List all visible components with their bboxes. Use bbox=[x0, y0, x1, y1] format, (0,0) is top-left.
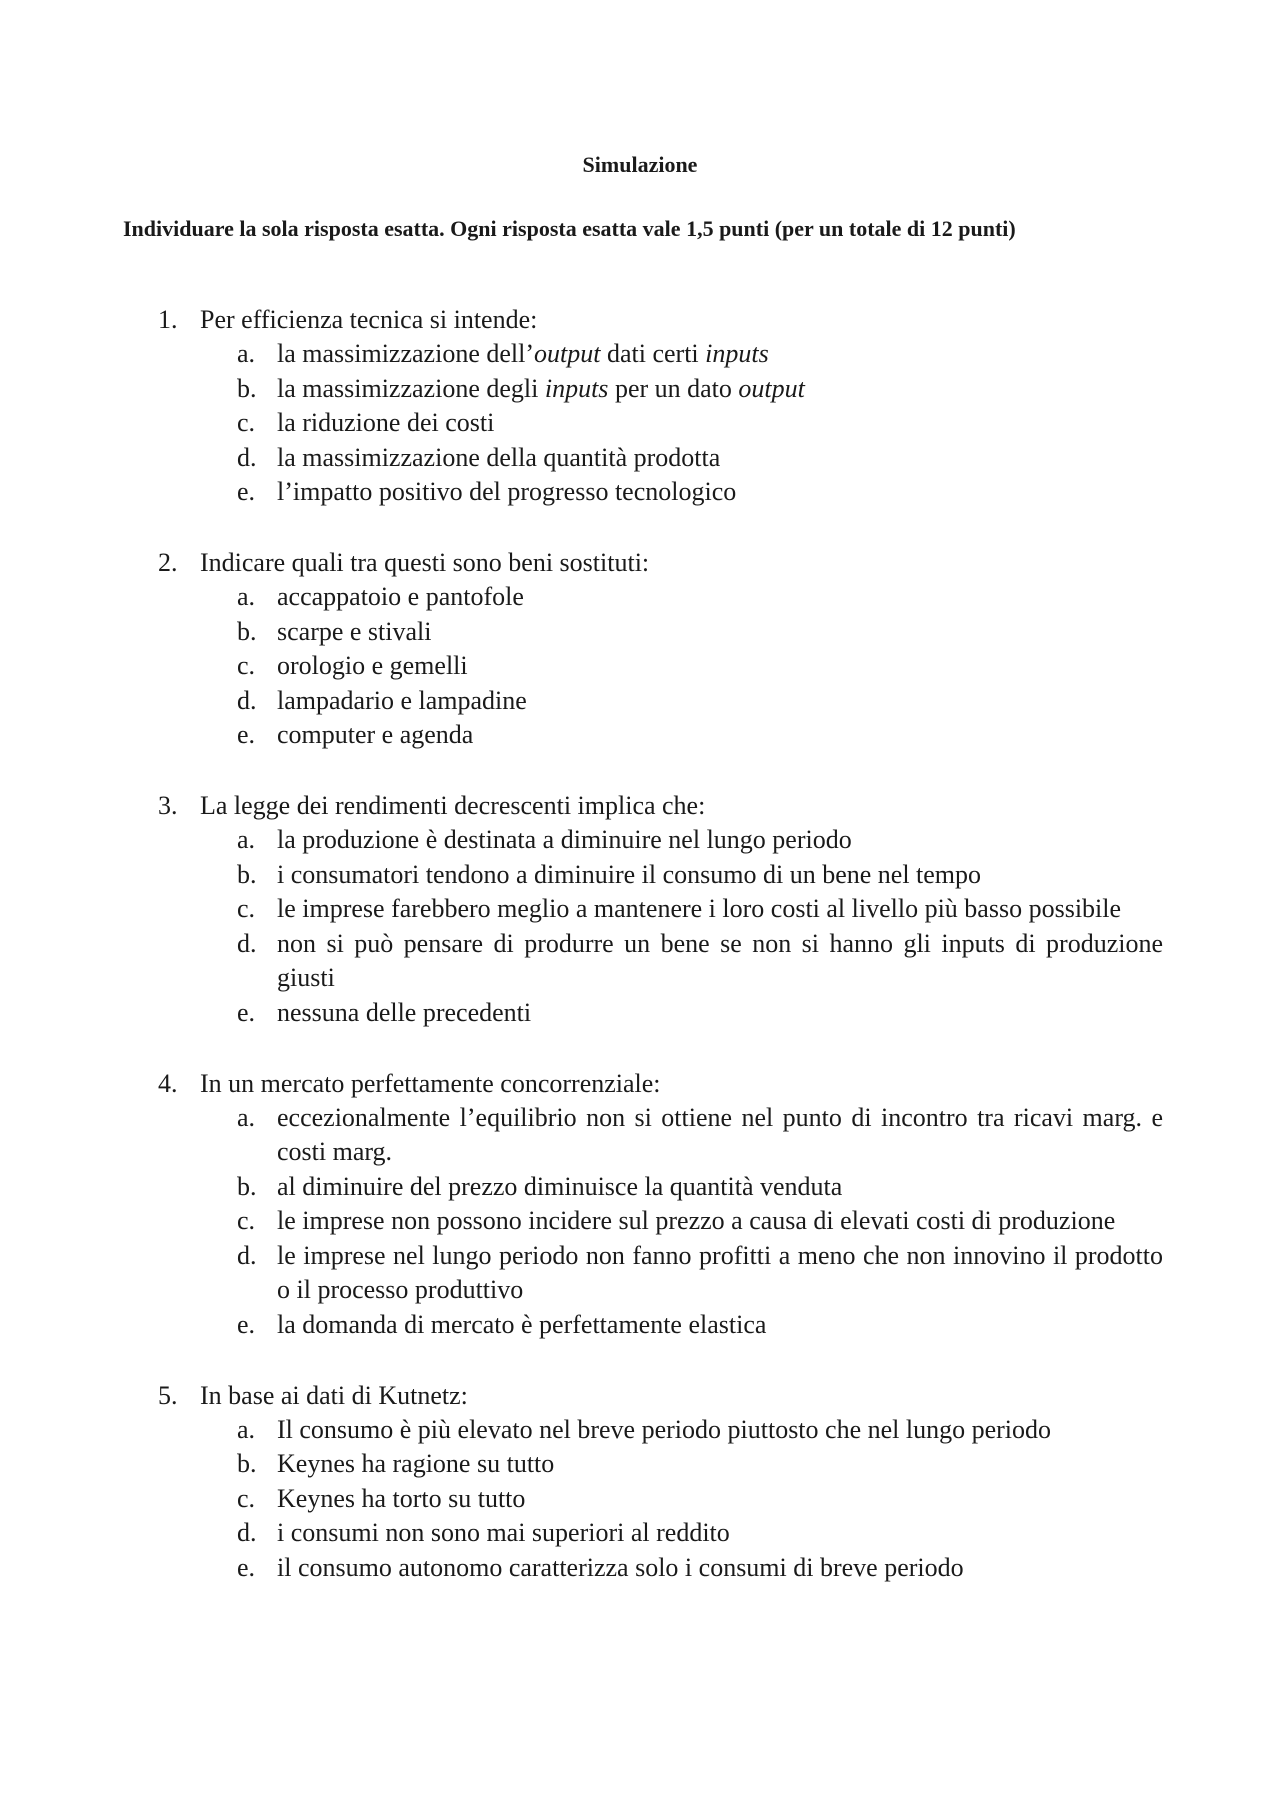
answer-option bbox=[0, 615, 1163, 650]
answer-option bbox=[0, 1170, 1163, 1205]
answer-letter: a. bbox=[237, 824, 256, 854]
answer-text: nessuna delle precedenti bbox=[277, 997, 532, 1027]
answer-letter: a. bbox=[237, 1102, 256, 1132]
answer-option bbox=[0, 1308, 1163, 1343]
answer-option bbox=[0, 718, 1163, 753]
answer-option bbox=[0, 684, 1163, 719]
answer-letter: c. bbox=[237, 1206, 256, 1236]
answer-text: non si può pensare di produrre un bene se non si hanno gli inputs di produzione giusti bbox=[277, 928, 1163, 993]
answer-text: Keynes ha ragione su tutto bbox=[277, 1449, 555, 1479]
answer-letter: b. bbox=[237, 1171, 257, 1201]
answer-letter: b. bbox=[237, 1449, 257, 1479]
italic-term: output bbox=[534, 339, 601, 368]
answer-option bbox=[0, 1516, 1163, 1551]
answer-text: l’impatto positivo del progresso tecnologico bbox=[277, 477, 737, 507]
question-number: 4. bbox=[158, 1068, 178, 1098]
answer-option bbox=[0, 1447, 1163, 1482]
answer-text: computer e agenda bbox=[277, 720, 474, 750]
answer-option bbox=[0, 441, 1163, 476]
answer-letter: c. bbox=[237, 651, 256, 681]
answer-text: Keynes ha torto su tutto bbox=[277, 1483, 526, 1513]
answer-text: lampadario e lampadine bbox=[277, 685, 527, 715]
question-text: La legge dei rendimenti decrescenti implica che: bbox=[200, 790, 706, 820]
answer-letter: d. bbox=[237, 1518, 257, 1548]
answer-option bbox=[0, 475, 1163, 510]
question-number: 1. bbox=[158, 305, 178, 334]
answer-text: orologio e gemelli bbox=[277, 651, 468, 681]
question-number: 5. bbox=[158, 1380, 178, 1410]
page-title: Simulazione bbox=[582, 152, 698, 177]
answer-text: la produzione è destinata a diminuire nel lungo periodo bbox=[277, 824, 852, 854]
answer-letter: b. bbox=[237, 859, 257, 889]
question-text: In un mercato perfettamente concorrenziale: bbox=[200, 1068, 661, 1098]
answer-option bbox=[0, 406, 1163, 441]
question-1 bbox=[0, 302, 1280, 510]
answer-option bbox=[0, 927, 1163, 996]
answer-option bbox=[0, 337, 1163, 372]
answer-option bbox=[0, 892, 1163, 927]
answer-option bbox=[0, 580, 1163, 615]
answer-text: la riduzione dei costi bbox=[277, 408, 495, 438]
answer-text: la massimizzazione dell’output dati certi inputs bbox=[277, 339, 769, 368]
answer-letter: e. bbox=[237, 1310, 256, 1340]
question-5 bbox=[0, 1378, 1280, 1586]
question-text: Per efficienza tecnica si intende: bbox=[200, 305, 538, 334]
answer-text: la massimizzazione degli inputs per un dato output bbox=[277, 373, 805, 403]
answer-letter: c. bbox=[237, 408, 256, 438]
answer-option bbox=[0, 1551, 1163, 1586]
answer-letter: d. bbox=[237, 928, 257, 958]
answer-list bbox=[0, 823, 1280, 1031]
answer-text: i consumatori tendono a diminuire il consumo di un bene nel tempo bbox=[277, 859, 982, 889]
answer-option bbox=[0, 1101, 1163, 1170]
instructions: Individuare la sola risposta esatta. Ogni risposta esatta vale 1,5 punti (per un totale di 12 punti) bbox=[123, 216, 1016, 241]
answer-text: Il consumo è più elevato nel breve periodo piuttosto che nel lungo periodo bbox=[277, 1414, 1052, 1444]
answer-letter: d. bbox=[237, 442, 257, 472]
answer-list bbox=[0, 1413, 1280, 1586]
answer-option bbox=[0, 1482, 1163, 1517]
question-number: 2. bbox=[158, 547, 178, 577]
answer-text: la massimizzazione della quantità prodotta bbox=[277, 442, 721, 472]
answer-letter: e. bbox=[237, 1553, 256, 1583]
question-2 bbox=[0, 545, 1280, 753]
question-4 bbox=[0, 1066, 1280, 1343]
italic-term: inputs bbox=[544, 373, 609, 403]
answer-text: scarpe e stivali bbox=[277, 616, 432, 646]
answer-letter: d. bbox=[237, 685, 257, 715]
question-stem bbox=[0, 788, 1163, 823]
answer-letter: a. bbox=[237, 1414, 256, 1444]
italic-term: inputs bbox=[705, 339, 769, 368]
answer-option bbox=[0, 1239, 1163, 1308]
answer-text: il consumo autonomo caratterizza solo i consumi di breve periodo bbox=[277, 1553, 964, 1583]
answer-list bbox=[0, 1101, 1280, 1343]
answer-letter: b. bbox=[237, 616, 257, 646]
question-text: Indicare quali tra questi sono beni sostituti: bbox=[200, 547, 650, 577]
answer-text: al diminuire del prezzo diminuisce la quantità venduta bbox=[277, 1171, 843, 1201]
question-3 bbox=[0, 788, 1280, 1031]
answer-option bbox=[0, 858, 1163, 893]
answer-text: accappatoio e pantofole bbox=[277, 581, 524, 611]
answer-letter: a. bbox=[237, 581, 256, 611]
answer-option bbox=[0, 649, 1163, 684]
answer-option bbox=[0, 1204, 1163, 1239]
answer-text: le imprese farebbero meglio a mantenere i loro costi al livello più basso possibile bbox=[277, 894, 1122, 924]
answer-letter: a. bbox=[237, 339, 256, 368]
answer-letter: d. bbox=[237, 1240, 257, 1270]
question-list bbox=[0, 302, 1280, 1621]
answer-letter: b. bbox=[237, 373, 257, 403]
answer-letter: e. bbox=[237, 720, 256, 750]
answer-letter: e. bbox=[237, 997, 256, 1027]
answer-text: i consumi non sono mai superiori al reddito bbox=[277, 1518, 730, 1548]
question-stem bbox=[0, 545, 1163, 580]
answer-letter: e. bbox=[237, 477, 256, 507]
question-stem bbox=[0, 1066, 1163, 1101]
question-number: 3. bbox=[158, 790, 178, 820]
answer-text: le imprese non possono incidere sul prezzo a causa di elevati costi di produzione bbox=[277, 1206, 1116, 1236]
answer-letter: c. bbox=[237, 1483, 256, 1513]
answer-text: le imprese nel lungo periodo non fanno profitti a meno che non innovino il prodotto o il processo produttivo bbox=[277, 1240, 1163, 1305]
answer-option bbox=[0, 823, 1163, 858]
answer-list bbox=[0, 337, 1280, 510]
question-text: In base ai dati di Kutnetz: bbox=[200, 1380, 468, 1410]
answer-letter: c. bbox=[237, 894, 256, 924]
answer-option bbox=[0, 372, 1163, 407]
italic-term: output bbox=[738, 373, 805, 403]
answer-list bbox=[0, 580, 1280, 753]
answer-option bbox=[0, 1413, 1163, 1448]
answer-text: la domanda di mercato è perfettamente elastica bbox=[277, 1310, 767, 1340]
answer-option bbox=[0, 996, 1163, 1031]
answer-text: eccezionalmente l’equilibrio non si ottiene nel punto di incontro tra ricavi marg. e costi marg. bbox=[277, 1102, 1163, 1167]
question-stem bbox=[0, 1378, 1163, 1413]
question-stem bbox=[0, 302, 1163, 337]
